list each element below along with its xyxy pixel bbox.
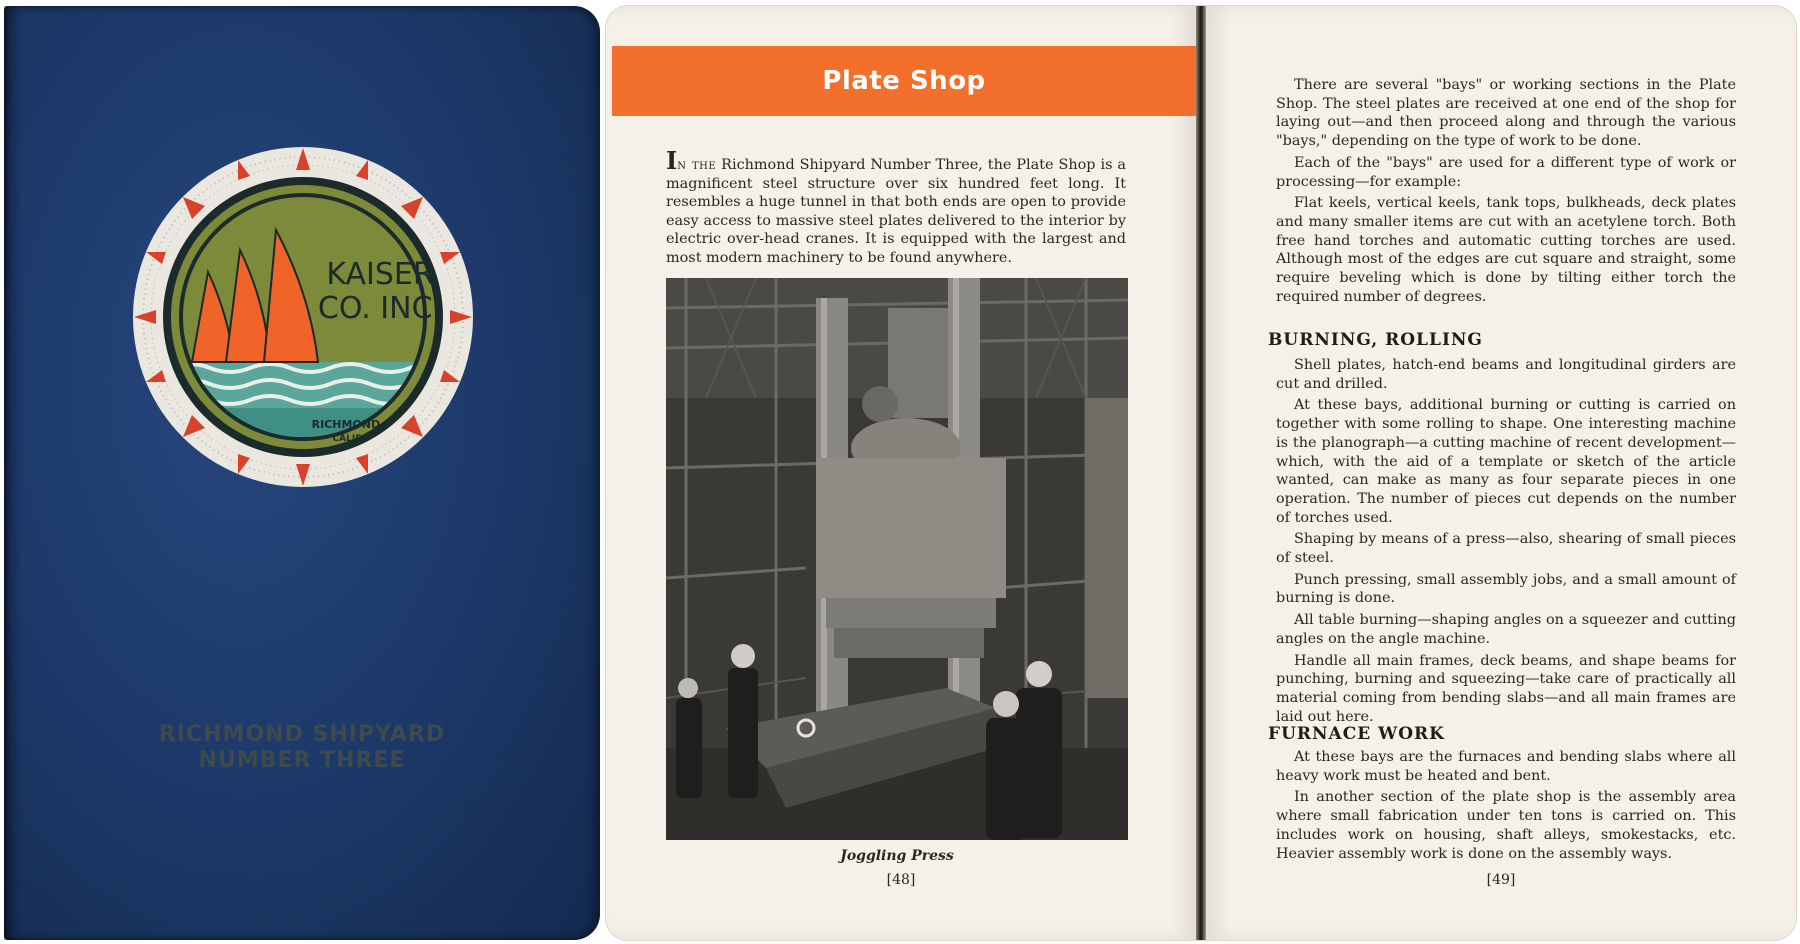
booklet-spread xyxy=(606,6,1796,940)
drop-cap: I xyxy=(666,146,678,175)
right-intro-paragraph: There are several "bays" or working sections in the Plate Shop. The steel plates are received at one end of the shop for laying out—and then proceed along and through the various "bays," depending on the type of work to be done. xyxy=(1276,77,1736,150)
section-banner xyxy=(612,46,1196,116)
kaiser-emblem xyxy=(130,144,476,490)
burning-paragraph: Punch pressing, small assembly jobs, and a small amount of burning is done. xyxy=(1276,571,1736,607)
furnace-section-text xyxy=(1276,748,1736,866)
photo-caption: Joggling Press xyxy=(840,848,954,864)
burning-paragraph: Shaping by means of a press—also, shearing of small pieces of steel. xyxy=(1276,531,1736,567)
heading-burning-rolling: BURNING, ROLLING xyxy=(1268,330,1483,350)
emblem-text-co-inc: CO. INC. xyxy=(317,291,443,326)
furnace-paragraph: At these bays are the furnaces and bending slabs where all heavy work must be heated and bent. xyxy=(1276,749,1736,784)
cover-spine-shade xyxy=(4,6,22,940)
kaiser-logo-icon xyxy=(130,144,476,490)
intro-paragraph xyxy=(666,146,1127,268)
intro-smallcaps: n the xyxy=(677,157,717,173)
burning-section-text xyxy=(1276,356,1736,729)
booklet-cover xyxy=(4,6,600,940)
burning-paragraph: Shell plates, hatch-end beams and longitudinal girders are cut and drilled. xyxy=(1276,357,1736,392)
furnace-paragraph: In another section of the plate shop is the assembly area where small fabrication under ten tons is carried on. This includes work on housing, shaft alleys, smokestacks, etc. Heavier assembly work is done on the assembly ways. xyxy=(1276,789,1736,862)
cover-title-line2: NUMBER THREE xyxy=(198,748,406,773)
factory-photo-illustration xyxy=(666,278,1128,840)
banner-title: Plate Shop xyxy=(822,66,986,96)
emblem-location-state: CALIF. xyxy=(332,434,364,444)
right-intro-text xyxy=(1276,76,1736,309)
page-49 xyxy=(1206,6,1796,940)
page-48 xyxy=(606,6,1196,940)
right-intro-paragraph: Flat keels, vertical keels, tank tops, bulkheads, deck plates and many smaller items are cut with an acetylene torch. Both free hand torches and automatic cutting torches are used. Although most of the edges are cut square and straight, some require beveling which is done by tilting either torch the required number of degrees. xyxy=(1276,195,1736,305)
emblem-location-city: RICHMOND, xyxy=(311,418,385,431)
booklet-gutter xyxy=(1196,6,1206,940)
burning-paragraph: At these bays, additional burning or cutting is carried on together with some rolling to shape. One interesting machine is the planograph—a cutting machine of recent development—which, with the aid of a template or sketch of the article wanted, can make as many as four separate pieces in one operation. The number of pieces cut depends on the number of torches used. xyxy=(1276,397,1736,526)
page-number-left: [48] xyxy=(886,872,916,888)
burning-paragraph: All table burning—shaping angles on a squeezer and cutting angles on the angle machine. xyxy=(1276,612,1736,647)
heading-furnace-work: FURNACE WORK xyxy=(1268,724,1445,744)
cover-title-line1: RICHMOND SHIPYARD xyxy=(158,722,446,747)
emblem-text-kaiser: KAISER xyxy=(326,257,434,292)
right-intro-paragraph: Each of the "bays" are used for a different type of work or processing—for example: xyxy=(1276,154,1736,190)
intro-text: Richmond Shipyard Number Three, the Plate Shop is a magnificent steel structure over six hundred feet long. It resembles a huge tunnel in that both ends are open to provide easy access to massive steel plates delivered to the interior by electric over-head cranes. It is equipped with the largest and most modern machinery to be found anywhere. xyxy=(666,157,1127,266)
joggling-press-photo xyxy=(666,278,1128,840)
burning-paragraph: Handle all main frames, deck beams, and shape beams for punching, burning and squeezing—take care of practically all material coming from bending slabs—and all main frames are laid out here. xyxy=(1276,652,1736,725)
page-number-right: [49] xyxy=(1486,872,1516,888)
